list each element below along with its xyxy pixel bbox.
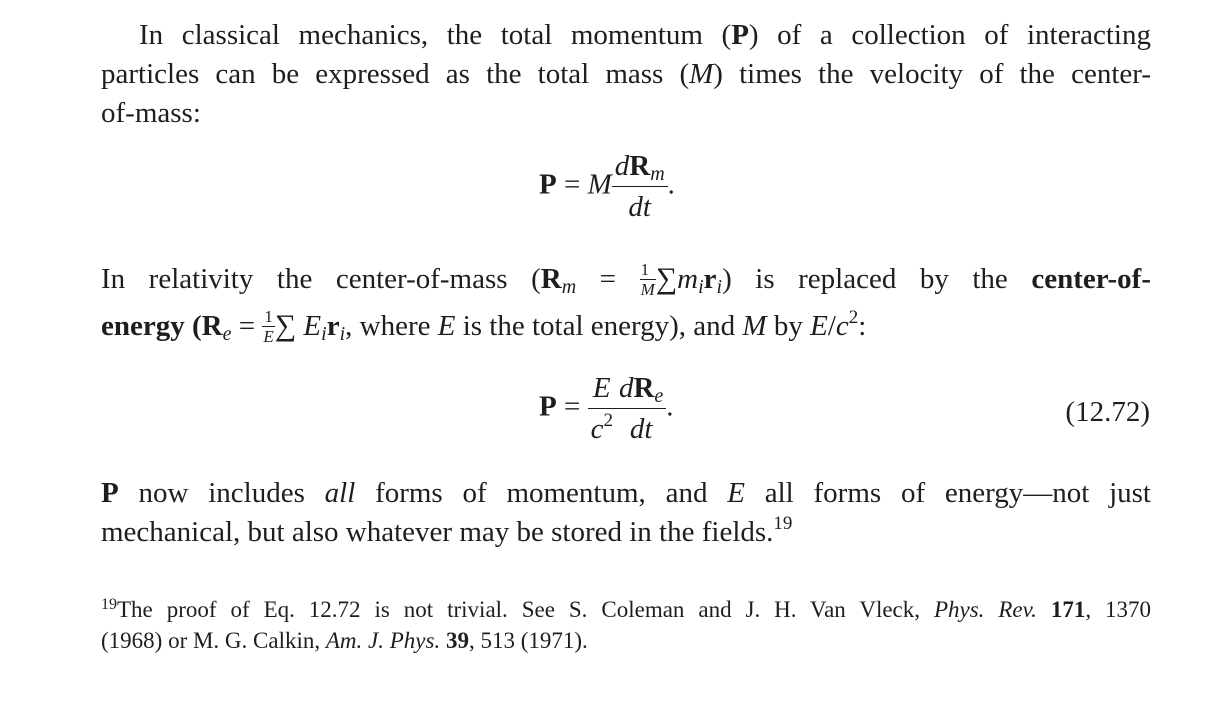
eq2-period: . — [666, 390, 674, 423]
footnote-mark: 19 — [101, 596, 117, 613]
eq1-numerator: $dR_m$ — [612, 152, 668, 187]
equation-momentum-classical — [539, 152, 675, 222]
paragraph1-line1: In classical mechanics, the total momentum (P) of a collection of interacting — [139, 19, 1151, 51]
eq2-equals: = — [563, 390, 581, 423]
equation-momentum-relativistic — [539, 374, 674, 444]
frac-one-over-E: $\frac{1}{E}$ — [263, 306, 274, 346]
eq1-mass: M — [587, 168, 612, 201]
paragraph3-line1: P now includes all forms of momentum, and E all forms of energy—not just — [101, 477, 1151, 509]
paragraph-classical-momentum — [101, 16, 1151, 133]
term-center-of-energy-part2: energy — [101, 309, 185, 342]
eq2-lhs: P — [539, 390, 557, 423]
eq1-equals: = — [563, 168, 581, 201]
paragraph2-line1: In relativity the center-of-mass ($R_m$ = $\frac{1}{M}$ $\sum m_ir_i$) is replaced by the center-of- — [101, 259, 1151, 299]
journal-phys-rev: Phys. Rev. — [933, 597, 1037, 622]
eq1-period: . — [667, 168, 675, 201]
eq1-fraction — [612, 152, 668, 222]
footnote-line2: (1968) or M. G. Calkin, Am. J. Phys. 39, 513 (1971). — [101, 628, 588, 653]
eq1-lhs: P — [539, 168, 557, 201]
footnote-reference-19[interactable]: 19 — [773, 513, 793, 534]
footnote-line1: $^{19}$The proof of Eq. 12.72 is not trivial. See S. Coleman and J. H. Van Vleck, Phys. Rev. 171, 1370 — [101, 596, 1152, 622]
paragraph-relativity — [101, 259, 1151, 347]
frac-one-over-M: $\frac{1}{M}$ — [640, 259, 655, 299]
eq2-fraction-derivative: $\frac{dR_e}{dt}$ — [616, 374, 666, 444]
term-center-of-energy-part1: center-of- — [1031, 263, 1151, 295]
paragraph2-line2: energy ($R_e$ = $\frac{1}{E}$ ∑ $E_ir_i$, where E is the total energy), and M by E/c$^2$: — [101, 306, 867, 346]
paragraph-includes-all — [101, 474, 1151, 552]
paragraph1-line3: of-mass: — [101, 97, 201, 129]
eq1-denominator: dt — [628, 191, 651, 223]
footnote-19 — [101, 594, 1151, 656]
journal-am-j-phys: Am. J. Phys. — [325, 628, 441, 653]
equation-number: (12.72) — [1065, 396, 1150, 428]
paragraph3-line2: mechanical, but also whatever may be stored in the fields.$^{19}$ — [101, 513, 793, 548]
eq2-fraction-energy: $\frac{E}{c^2}$ — [588, 374, 616, 444]
paragraph1-line2: particles can be expressed as the total mass (M) times the velocity of the center- — [101, 58, 1151, 90]
